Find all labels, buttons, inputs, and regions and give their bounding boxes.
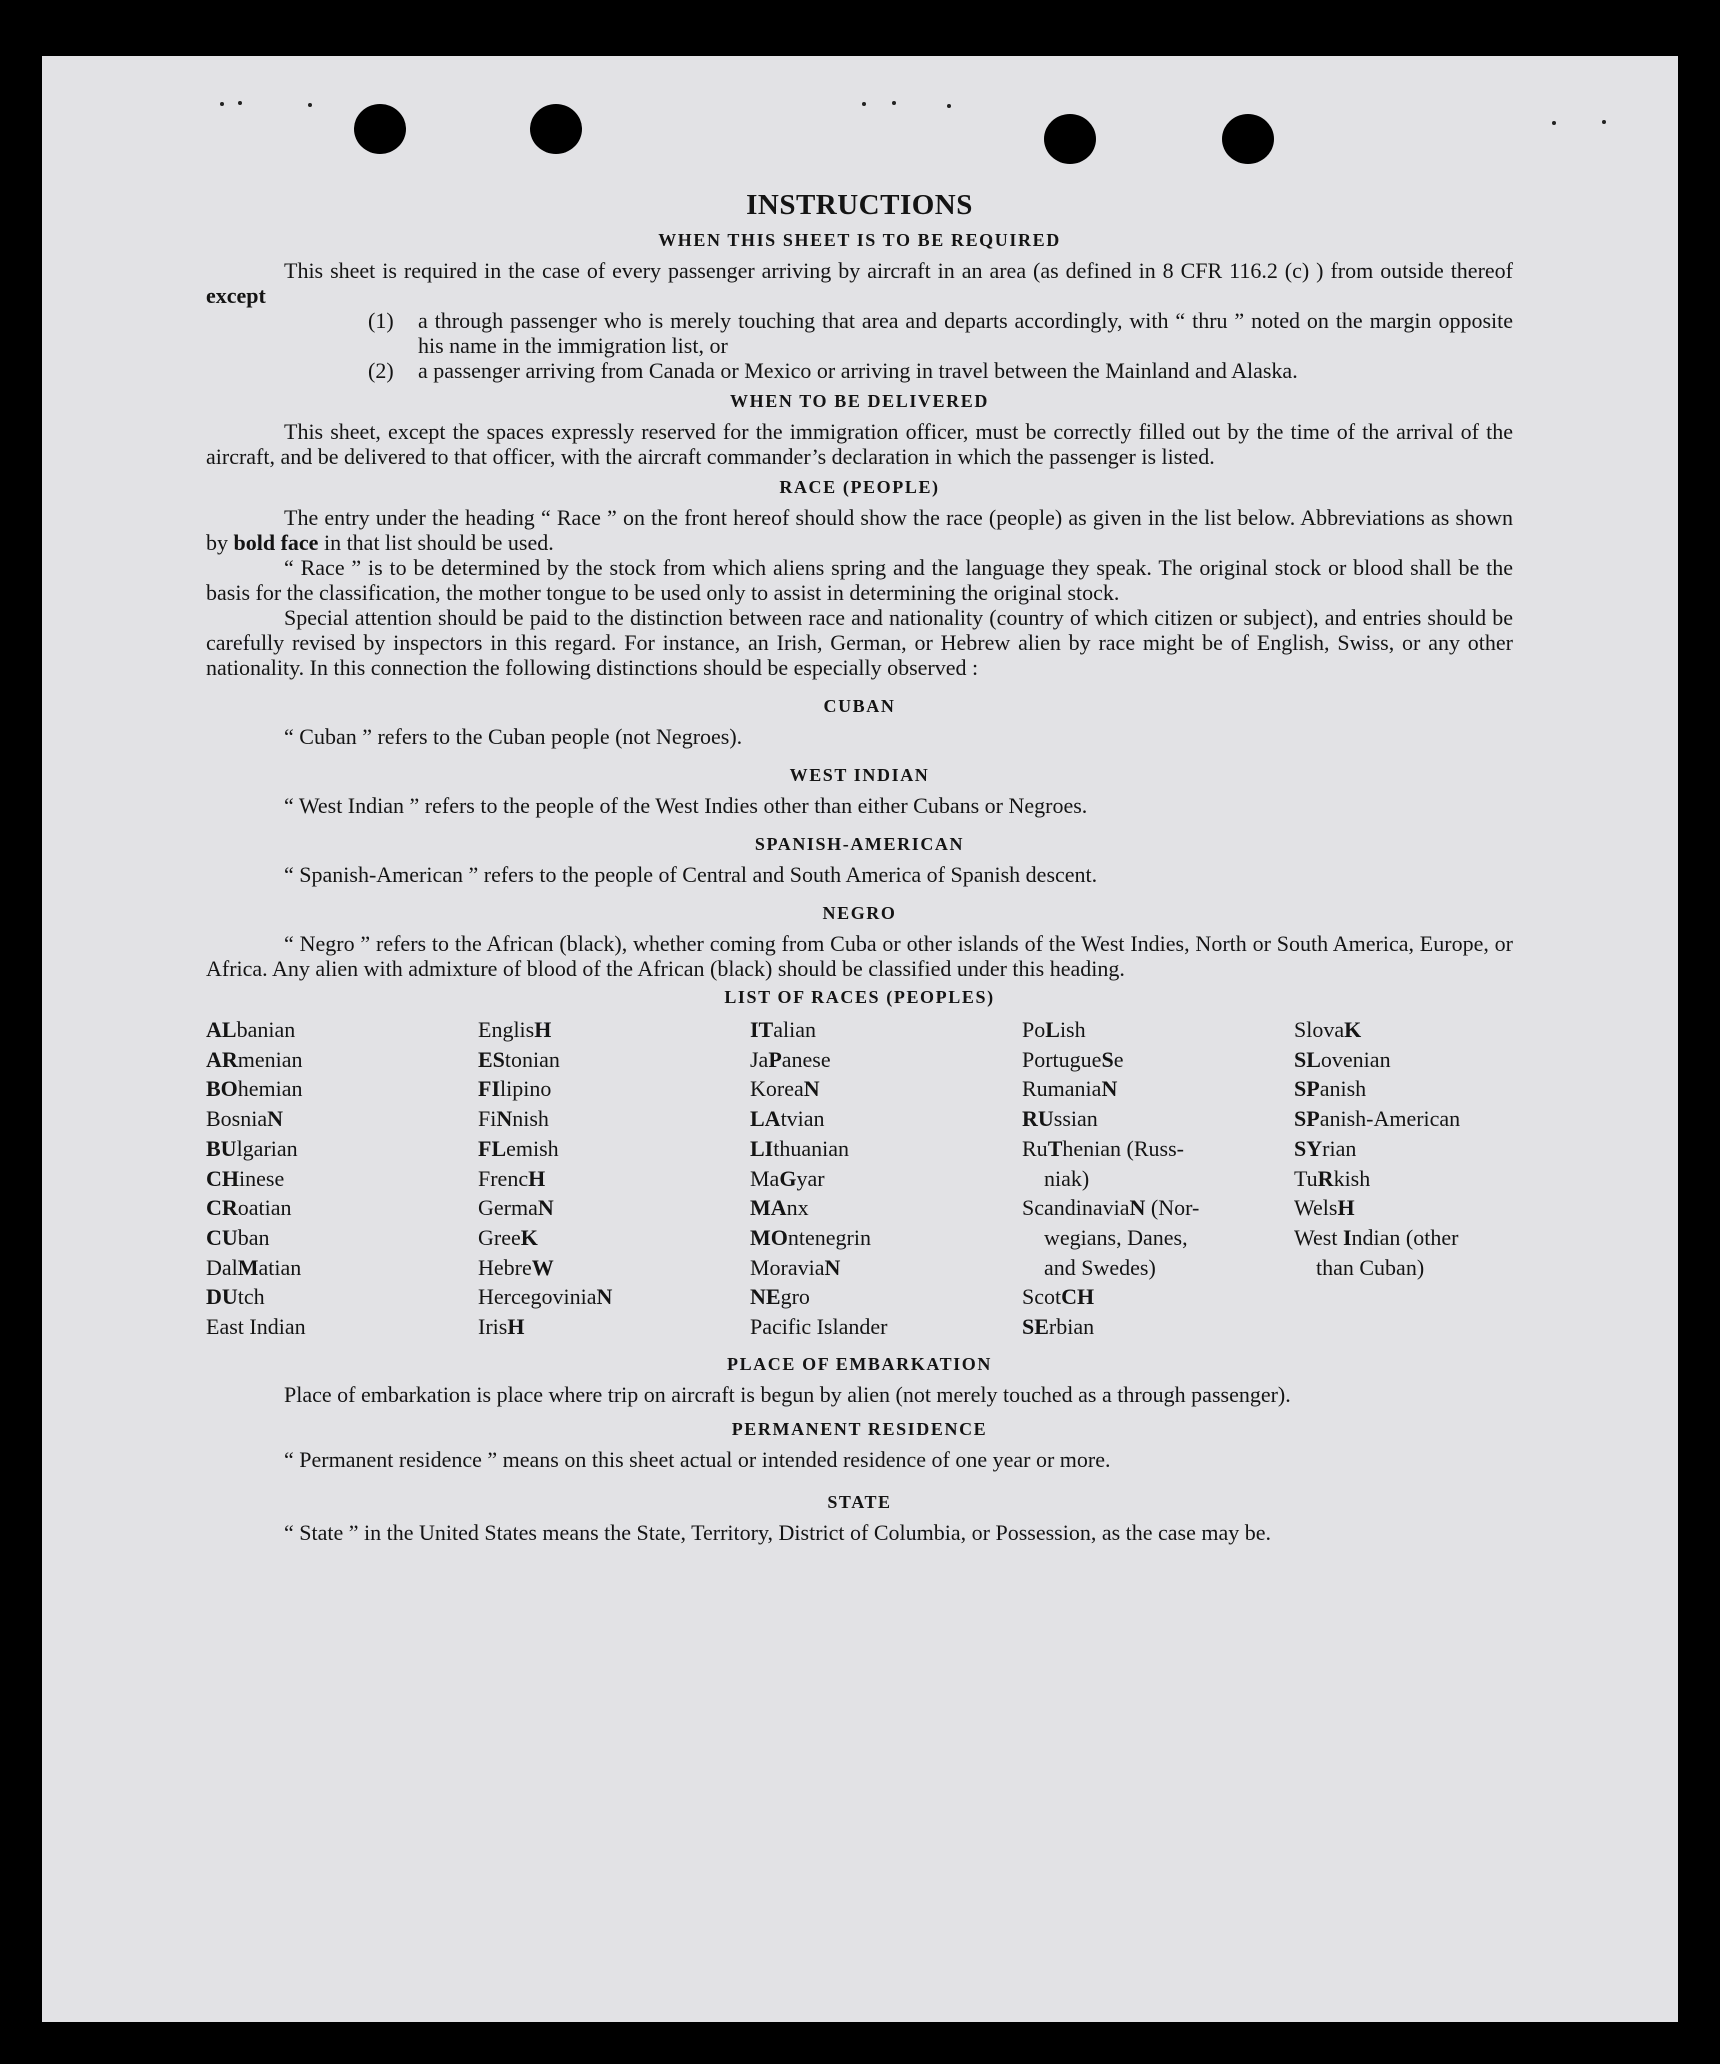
race-text: ntenegrin	[787, 1224, 871, 1250]
race-text: kish	[1333, 1165, 1371, 1191]
race-text: yar	[796, 1165, 825, 1191]
punch-hole	[354, 104, 406, 154]
race-text: rbian	[1048, 1314, 1095, 1340]
race-text: Slova	[1294, 1017, 1345, 1042]
race-entry	[750, 1282, 1022, 1312]
race-text: and Swedes)	[1044, 1254, 1156, 1280]
race-text: Iris	[478, 1314, 508, 1340]
punch-hole	[530, 104, 582, 154]
race-text: Scandinavia	[1022, 1195, 1130, 1221]
race-abbrev: CR	[206, 1195, 238, 1221]
race-text: Germa	[478, 1195, 538, 1221]
race-column-1	[206, 1015, 478, 1342]
state-text: “ State ” in the United States means the State, Territory, District of Columbia, or Possession, as the case may be.	[284, 1519, 1272, 1545]
race-abbrev: LA	[750, 1106, 781, 1132]
race-abbrev: W	[531, 1254, 554, 1280]
race-entry	[478, 1223, 750, 1253]
race-abbrev: S	[1101, 1046, 1114, 1072]
race-entry	[750, 1074, 1022, 1104]
race-text: Moravia	[750, 1254, 825, 1280]
race-abbrev: N	[1129, 1195, 1146, 1221]
heading-negro: NEGRO	[822, 903, 897, 923]
race-text: Po	[1022, 1017, 1046, 1042]
race-text: oatian	[237, 1195, 292, 1221]
race-abbrev: NE	[750, 1284, 781, 1310]
race-text: tonian	[504, 1046, 560, 1072]
race-text: Pacific Islander	[750, 1314, 888, 1340]
race-entry	[206, 1164, 478, 1194]
race-text: (Nor-	[1145, 1195, 1200, 1221]
race-abbrev: H	[1337, 1195, 1355, 1221]
race-column-2	[478, 1015, 750, 1342]
speck	[1602, 120, 1606, 124]
race-entry	[206, 1193, 478, 1223]
race-text: Portugue	[1022, 1046, 1102, 1072]
punch-hole	[1044, 114, 1096, 164]
heading-state: STATE	[827, 1491, 892, 1512]
race-list	[206, 1015, 1513, 1342]
race-entry	[1294, 1253, 1566, 1283]
required-intro	[206, 258, 1513, 308]
heading-when-required: WHEN THIS SHEET IS TO BE REQUIRED	[658, 230, 1061, 250]
race-entry	[478, 1074, 750, 1104]
race-entry	[1022, 1164, 1294, 1194]
race-text: Dal	[206, 1254, 238, 1280]
race-entry	[206, 1223, 478, 1253]
race-p1-bold: bold face	[233, 530, 319, 555]
race-abbrev: N	[824, 1254, 841, 1280]
embarkation-text: Place of embarkation is place where trip on aircraft is begun by alien (not merely touched as a through passenger).	[284, 1381, 1291, 1407]
race-abbrev: N	[803, 1076, 820, 1102]
heading-list-of-races: LIST OF RACES (PEOPLES)	[724, 987, 995, 1007]
race-paragraph-2: “ Race ” is to be determined by the stock from which aliens spring and the language they speak. The original stock or blood shall be the basis for the classification, the mother tongue to be used only to assist in determining the original stock.	[206, 555, 1513, 605]
residence-text: “ Permanent residence ” means on this sheet actual or intended residence of one year or more.	[284, 1446, 1111, 1472]
race-text: Rumania	[1022, 1076, 1102, 1102]
race-abbrev: P	[768, 1046, 782, 1072]
race-text: than Cuban)	[1316, 1254, 1425, 1280]
race-text: banian	[236, 1017, 296, 1042]
race-entry	[750, 1312, 1022, 1342]
race-abbrev: SP	[1294, 1106, 1320, 1132]
race-entry	[1022, 1312, 1294, 1342]
race-text: Ma	[750, 1165, 780, 1191]
race-text: Englis	[478, 1017, 535, 1042]
race-text: nish	[512, 1106, 549, 1132]
race-column-4	[1022, 1015, 1294, 1342]
race-entry	[1022, 1193, 1294, 1223]
race-abbrev: H	[534, 1017, 552, 1042]
race-text: henian (Russ-	[1062, 1135, 1184, 1161]
race-abbrev: SP	[1294, 1076, 1320, 1102]
heading-embarkation: PLACE OF EMBARKATION	[726, 1353, 992, 1374]
race-abbrev: CH	[1061, 1284, 1095, 1310]
document-page	[42, 56, 1678, 2022]
race-entry	[750, 1253, 1022, 1283]
race-abbrev: L	[1045, 1017, 1060, 1042]
required-item-1	[368, 308, 1513, 358]
race-abbrev: DU	[206, 1284, 238, 1310]
race-text: Wels	[1294, 1195, 1338, 1221]
race-entry	[478, 1312, 750, 1342]
race-entry	[478, 1164, 750, 1194]
race-text: thuanian	[773, 1135, 850, 1161]
race-text: ssian	[1053, 1106, 1098, 1132]
race-entry	[750, 1193, 1022, 1223]
spanish-american-text: “ Spanish-American ” refers to the people of Central and South America of Spanish descent.	[284, 862, 1098, 887]
speck	[1552, 121, 1556, 125]
race-text: Bosnia	[206, 1106, 268, 1132]
race-column-5	[1294, 1015, 1566, 1342]
race-entry	[206, 1045, 478, 1075]
race-abbrev: T	[1047, 1135, 1063, 1161]
speck	[238, 101, 242, 105]
race-entry	[478, 1104, 750, 1134]
speck	[947, 104, 951, 108]
race-text: Fi	[478, 1106, 497, 1132]
race-text: anish	[1319, 1076, 1367, 1102]
race-text: hemian	[237, 1076, 303, 1102]
race-text: e	[1113, 1046, 1124, 1072]
race-entry	[1294, 1074, 1566, 1104]
race-abbrev: CH	[206, 1165, 239, 1191]
race-entry	[750, 1164, 1022, 1194]
required-intro-text: This sheet is required in the case of every passenger arriving by aircraft in an area (as defined in 8 CFR 116.2 (c) ) from outside thereof	[284, 258, 1513, 283]
race-entry	[1294, 1015, 1566, 1045]
delivered-text: This sheet, except the spaces expressly reserved for the immigration officer, must be correctly filled out by the time of the arrival of the aircraft, and be delivered to that officer, with the aircraft commander’s declaration in which the passenger is listed.	[206, 419, 1513, 469]
race-abbrev: FL	[478, 1135, 507, 1161]
race-abbrev: H	[528, 1165, 546, 1191]
race-p1-text: The entry under the heading “ Race ” on the front hereof should show the race (people) as given in the list below. Abbreviations as shown by	[206, 505, 1513, 555]
race-entry	[206, 1282, 478, 1312]
race-entry	[1022, 1282, 1294, 1312]
race-entry	[1022, 1223, 1294, 1253]
race-text: tch	[237, 1284, 265, 1310]
race-abbrev: AL	[206, 1017, 237, 1042]
heading-when-delivered: WHEN TO BE DELIVERED	[730, 391, 989, 411]
page-title: INSTRUCTIONS	[746, 189, 973, 221]
race-paragraph-3: Special attention should be paid to the distinction between race and nationality (country of which citizen or subject), and entries should be carefully revised by inspectors in this regard. For instance, an Irish, German, or Hebrew alien by race might be of English, Swiss, or any other nationality. In this connection the following distinctions should be especially observed :	[206, 605, 1513, 680]
race-p1-text-end: in that list should be used.	[323, 530, 554, 555]
race-entry	[1294, 1223, 1566, 1253]
race-text: Hercegovinia	[478, 1284, 597, 1310]
negro-text: “ Negro ” refers to the African (black), whether coming from Cuba or other islands of the West Indies, North or South America, Europe, or Africa. Any alien with admixture of blood of the African (black) should be classified under this heading.	[206, 931, 1513, 981]
race-abbrev: FI	[478, 1076, 500, 1102]
race-text: emish	[506, 1135, 559, 1161]
race-entry	[1022, 1253, 1294, 1283]
race-text: ish	[1059, 1017, 1086, 1042]
race-text: Frenc	[478, 1165, 529, 1191]
race-abbrev: SY	[1294, 1135, 1323, 1161]
race-entry	[478, 1282, 750, 1312]
race-abbrev: BO	[206, 1076, 238, 1102]
race-entry	[1022, 1104, 1294, 1134]
race-text: ndian (other	[1351, 1224, 1459, 1250]
west-indian-text: “ West Indian ” refers to the people of the West Indies other than either Cubans or Negroes.	[284, 793, 1088, 818]
race-text: anish-American	[1319, 1106, 1461, 1132]
race-entry	[1294, 1045, 1566, 1075]
race-entry	[1022, 1015, 1294, 1045]
race-text: nx	[786, 1195, 809, 1221]
race-entry	[1294, 1164, 1566, 1194]
race-text: atian	[258, 1254, 302, 1280]
race-text: anese	[781, 1046, 831, 1072]
race-abbrev: LI	[750, 1135, 774, 1161]
race-entry	[1294, 1134, 1566, 1164]
race-entry	[1022, 1045, 1294, 1075]
race-text: alian	[773, 1017, 817, 1042]
race-text: lipino	[500, 1076, 552, 1102]
race-entry	[478, 1015, 750, 1045]
heading-spanish-american: SPANISH-AMERICAN	[754, 834, 965, 854]
race-text: Gree	[478, 1224, 521, 1250]
race-abbrev: CU	[206, 1224, 238, 1250]
race-abbrev: K	[1344, 1017, 1362, 1042]
race-text: inese	[239, 1165, 285, 1191]
speck	[308, 103, 312, 107]
speck	[220, 102, 224, 106]
race-text: ban	[237, 1224, 270, 1250]
race-abbrev: H	[507, 1314, 525, 1340]
cuban-text: “ Cuban ” refers to the Cuban people (not Negroes).	[284, 724, 743, 749]
race-entry	[206, 1074, 478, 1104]
race-abbrev: N	[596, 1284, 613, 1310]
race-column-3	[750, 1015, 1022, 1342]
race-text: Korea	[750, 1076, 804, 1102]
race-abbrev: MA	[750, 1195, 787, 1221]
race-abbrev: N	[267, 1106, 284, 1132]
race-entry	[750, 1104, 1022, 1134]
item-number: (1)	[368, 308, 394, 333]
race-abbrev: N	[537, 1195, 554, 1221]
race-abbrev: R	[1317, 1165, 1334, 1191]
race-text: rian	[1322, 1135, 1357, 1161]
race-entry	[1294, 1104, 1566, 1134]
item-text: a passenger arriving from Canada or Mexico or arriving in travel between the Mainland and Alaska.	[418, 358, 1298, 383]
race-abbrev: M	[237, 1254, 259, 1280]
race-abbrev: SL	[1294, 1046, 1321, 1072]
race-text: West	[1294, 1224, 1343, 1250]
race-entry	[750, 1223, 1022, 1253]
race-abbrev: G	[779, 1165, 797, 1191]
race-entry	[206, 1312, 478, 1342]
race-abbrev: ES	[478, 1046, 505, 1072]
race-entry	[206, 1015, 478, 1045]
required-intro-except: except	[206, 283, 266, 308]
race-entry	[478, 1045, 750, 1075]
heading-permanent-residence: PERMANENT RESIDENCE	[731, 1418, 988, 1439]
race-entry	[1022, 1074, 1294, 1104]
race-abbrev: AR	[206, 1046, 238, 1072]
race-abbrev: RU	[1022, 1106, 1054, 1132]
race-text: tvian	[780, 1106, 825, 1132]
race-entry	[206, 1104, 478, 1134]
race-text: menian	[237, 1046, 303, 1072]
speck	[862, 102, 866, 106]
race-paragraph-1	[206, 505, 1513, 555]
race-text: Scot	[1022, 1284, 1062, 1310]
race-text: Tu	[1294, 1165, 1318, 1191]
race-text: gro	[780, 1284, 810, 1310]
item-number: (2)	[368, 358, 394, 383]
race-text: niak)	[1044, 1165, 1090, 1191]
race-text: East Indian	[206, 1314, 306, 1340]
item-text: a through passenger who is merely touching that area and departs accordingly, with “ thru ” noted on the margin opposite his name in the immigration list, or	[418, 308, 1513, 358]
race-text: wegians, Danes,	[1044, 1224, 1188, 1250]
race-abbrev: IT	[750, 1017, 774, 1042]
punch-hole	[1222, 114, 1274, 164]
race-abbrev: K	[520, 1224, 538, 1250]
race-text: lgarian	[236, 1135, 298, 1161]
race-abbrev: N	[496, 1106, 513, 1132]
race-entry	[1022, 1134, 1294, 1164]
required-item-2	[368, 358, 1513, 383]
race-text: Ru	[1022, 1135, 1048, 1161]
race-text: Hebre	[478, 1254, 532, 1280]
document-content	[206, 188, 1513, 1545]
race-entry	[750, 1015, 1022, 1045]
heading-race: RACE (PEOPLE)	[779, 477, 940, 497]
race-entry	[478, 1193, 750, 1223]
race-abbrev: MO	[750, 1224, 788, 1250]
race-entry	[1294, 1193, 1566, 1223]
race-entry	[750, 1134, 1022, 1164]
heading-west-indian: WEST INDIAN	[789, 765, 930, 785]
race-entry	[750, 1045, 1022, 1075]
speck	[892, 101, 896, 105]
heading-cuban: CUBAN	[823, 696, 896, 716]
race-text: Ja	[750, 1046, 769, 1072]
race-abbrev: I	[1342, 1224, 1352, 1250]
race-abbrev: BU	[206, 1135, 237, 1161]
race-abbrev: N	[1101, 1076, 1118, 1102]
race-abbrev: SE	[1022, 1314, 1049, 1340]
race-entry	[206, 1253, 478, 1283]
race-entry	[206, 1134, 478, 1164]
race-text: ovenian	[1320, 1046, 1391, 1072]
race-entry	[478, 1253, 750, 1283]
race-entry	[478, 1134, 750, 1164]
